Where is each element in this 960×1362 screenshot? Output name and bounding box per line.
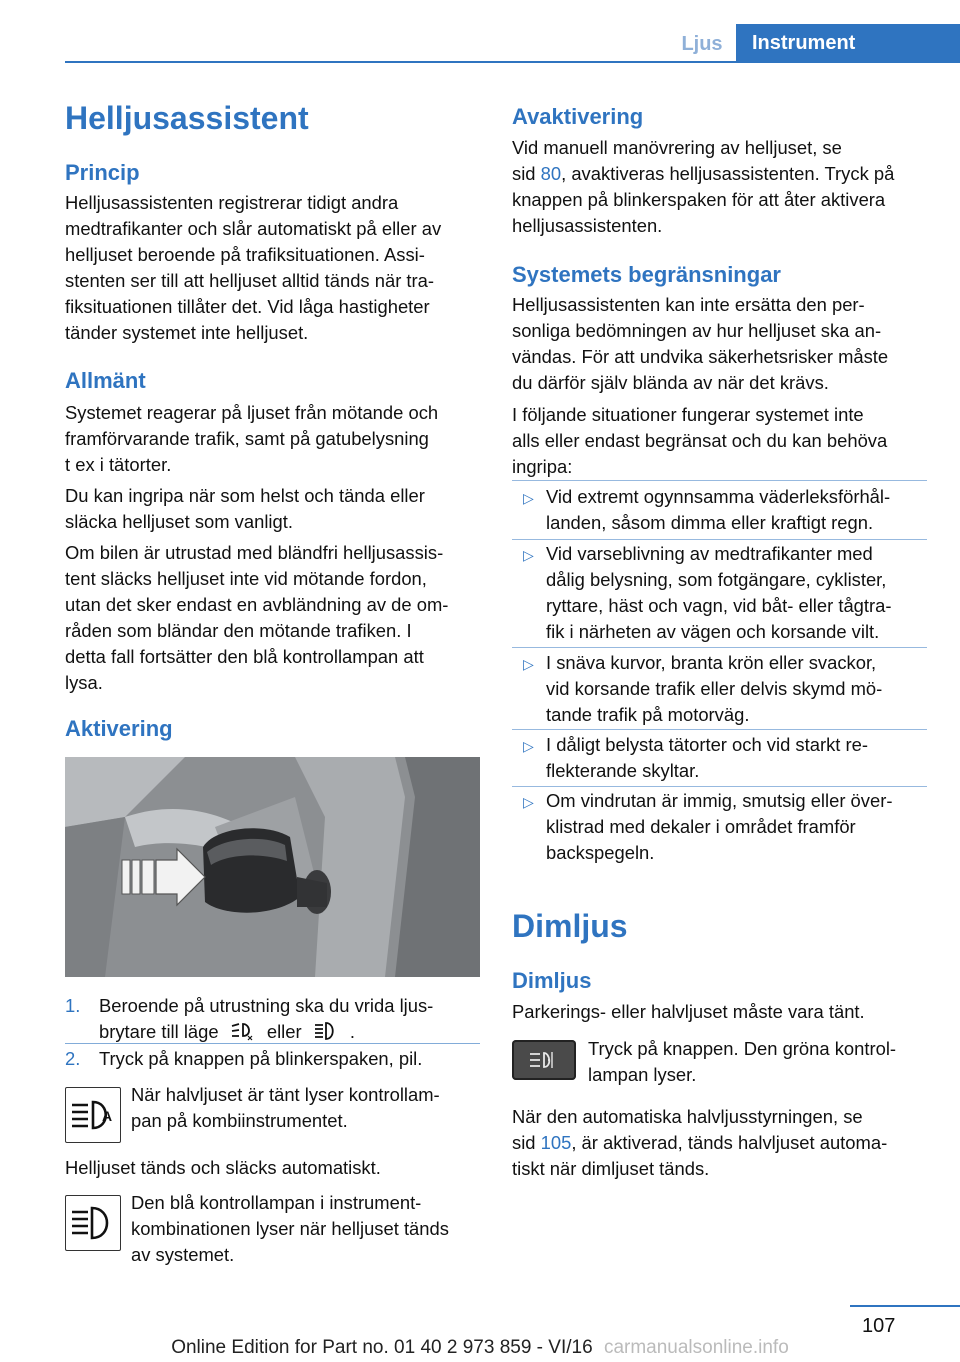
general-paragraph-3: Om bilen är utrustad med bländfri helljusassis‐ tent släcks helljuset inte vid mötande fordon, utan det sker endast en avbländning av de om‐ råden som bländar den mötande trafiken. I detta fall fortsätter den blå kontrollampan att lysa. (65, 542, 449, 693)
principle-heading: Princip (65, 160, 140, 185)
fog-text: Parkerings- eller halvljuset måste vara tänt. (512, 1001, 865, 1022)
header-section-tab: Ljus (681, 33, 723, 55)
deactivation-heading: Avaktivering (512, 104, 644, 129)
headlight-assist-indicator-icon (65, 1087, 121, 1143)
indicator-note: När halvljuset är tänt lyser kontrollam‐ pan på kombiinstrumentet. (131, 1084, 440, 1131)
page-link-105[interactable]: 105 (540, 1132, 572, 1153)
limitations-paragraph-2: I följande situationer fungerar systemet inte alls eller endast begränsat och du kan behöva ingripa: (512, 404, 888, 477)
bullet-divider (512, 647, 927, 648)
limitation-item: ▷ I dåligt belysta tätorter och vid starkt re‐ flekterande skyltar. (523, 734, 868, 781)
svg-text:A: A (102, 1108, 113, 1124)
limitations-paragraph-1: Helljusassistenten kan inte ersätta den per‐ sonliga bedömningen av hur helljuset ska an‐ vändas. För att undvika säkerhetsrisker måste du därför själv blända av när det krävs. (512, 294, 889, 393)
page-title: Helljusassistent (65, 100, 309, 136)
fog-light-icon (512, 1040, 576, 1080)
limitation-item: ▷ I snäva kurvor, branta krön eller svackor, vid korsande trafik eller delvis skymd mö‐ tande trafik på motorväg. (523, 652, 883, 725)
page-link-80[interactable]: 80 (540, 163, 562, 184)
limitation-item: ▷ Vid extremt ogynnsamma väderleksförhål‐ landen, såsom dimma eller kraftigt regn. (523, 486, 891, 533)
bullet-divider (512, 539, 927, 540)
auto-headlight-icon (230, 1021, 256, 1041)
activation-heading: Aktivering (65, 716, 173, 741)
principle-text: Helljusassistenten registrerar tidigt andra medtrafikanter och slår automatiskt på eller av helljuset beroende på trafiksituationen. Assi‐ stenten ser till att helljuset alltid tänds när tra‐ fiksituationen tillåter det. Vid låga hastigheter tänder systemet inte helljuset. (65, 192, 442, 343)
fog-title: Dimljus (512, 908, 628, 944)
auto-text: Helljuset tänds och släcks automatiskt. (65, 1157, 381, 1178)
stalk-illustration (65, 757, 480, 977)
blue-indicator-note: Den blå kontrollampan i instrument‐ kombinationen lyser när helljuset tänds av systemet. (131, 1192, 449, 1265)
bullet-divider (512, 786, 927, 787)
fog-auto-text: När den automatiska halvljusstyrningen, se sid 105, är aktiverad, tänds halvljuset automa‐ tiskt när dimljuset tänds. (512, 1106, 888, 1179)
edition-footer: Online Edition for Part no. 01 40 2 973 859 - VI/16 carmanualsonline.info (171, 1337, 789, 1358)
footer-rule (850, 1305, 960, 1307)
step-1: 1. Beroende på utrustning ska du vrida ljus‐ brytare till läge eller . (65, 995, 434, 1042)
high-beam-icon (313, 1021, 339, 1041)
general-heading: Allmänt (65, 368, 146, 393)
deactivation-text: Vid manuell manövrering av helljuset, se sid 80, avaktiveras helljusassistenten. Tryck på knappen på blinkerspaken för att åter aktivera helljusassistenten. (512, 137, 895, 236)
watermark: carmanualsonline.info (603, 1337, 789, 1358)
fog-heading: Dimljus (512, 968, 592, 993)
page-number: 107 (862, 1315, 896, 1337)
bullet-divider (512, 480, 927, 481)
header-rule (65, 61, 960, 63)
step-2: 2. Tryck på knappen på blinkerspaken, pil. (65, 1048, 423, 1069)
step-divider (65, 1043, 480, 1044)
general-paragraph-1: Systemet reagerar på ljuset från mötande och framförvarande trafik, samt på gatubelysning t ex i tätorter. (65, 402, 439, 475)
limitations-heading: Systemets begränsningar (512, 262, 781, 287)
limitation-item: ▷ Vid varseblivning av medtrafikanter med dålig belysning, som fotgängare, cyklister, ryttare, häst och vagn, vid båt- eller tågtra‐ fik i närheten av vägen och korsande vilt. (523, 543, 892, 642)
general-paragraph-2: Du kan ingripa när som helst och tända eller släcka helljuset som vanligt. (65, 485, 425, 532)
limitation-item: ▷ Om vindrutan är immig, smutsig eller över‐ klistrad med dekaler i området framför backspegeln. (523, 790, 893, 863)
fog-light-button[interactable] (512, 1040, 576, 1080)
header-chapter-tab: Instrument (736, 24, 960, 62)
bullet-divider (512, 729, 927, 730)
high-beam-indicator-icon (65, 1195, 121, 1251)
fog-button-text: Tryck på knappen. Den gröna kontrol‐ lampan lyser. (588, 1038, 897, 1085)
